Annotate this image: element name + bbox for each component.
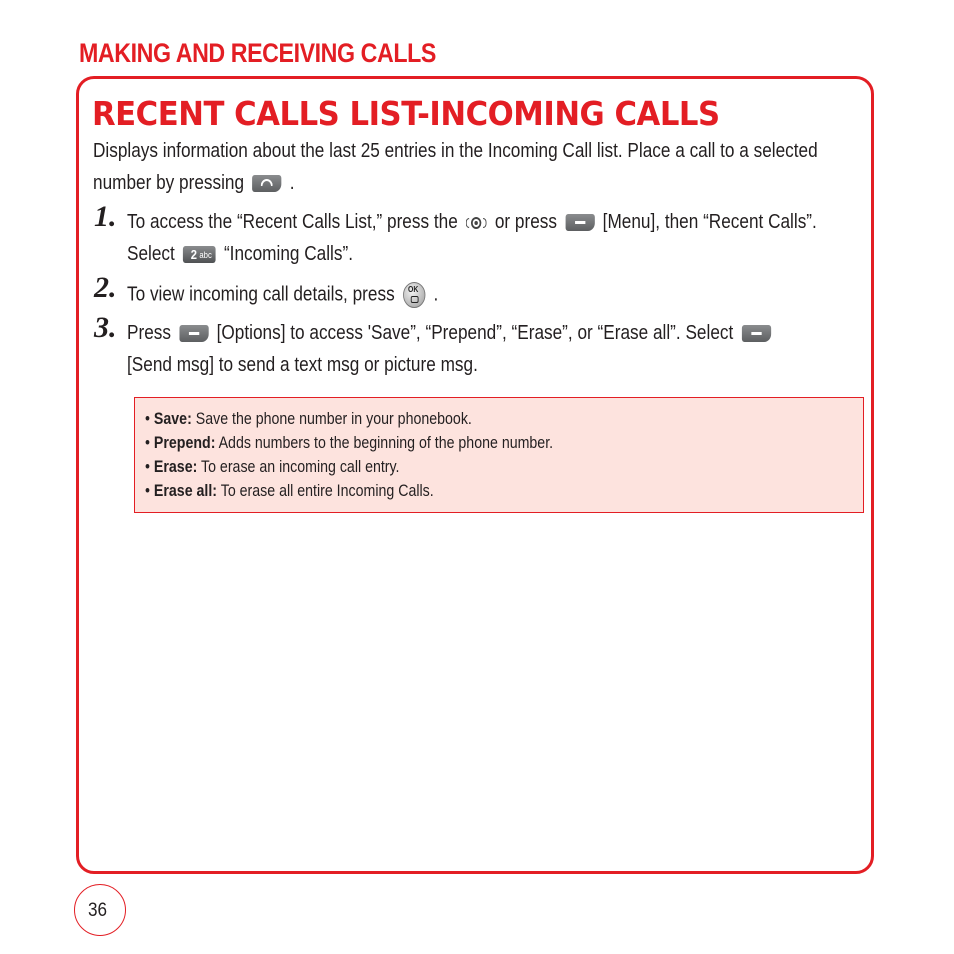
note-term: Erase all: <box>153 482 218 500</box>
page-number: 36 <box>88 900 108 921</box>
step-2-text-b: . <box>433 283 439 306</box>
note-desc: Adds numbers to the beginning of the phone number. <box>218 434 554 452</box>
section-header: MAKING AND RECEIVING CALLS <box>79 38 436 68</box>
intro-line-2 <box>93 172 295 195</box>
intro-text: number by pressing <box>93 172 245 194</box>
step-2-number: 2. <box>94 271 117 304</box>
number-2-key-icon: 2 abc <box>183 246 216 263</box>
note-item-prepend: • Prepend: Adds numbers to the beginning of the phone number. <box>145 434 554 452</box>
left-soft-key-icon <box>565 214 594 231</box>
note-term: Prepend: <box>153 434 216 452</box>
intro-period: . <box>289 172 295 194</box>
step-1-text-d: Select <box>127 243 175 265</box>
step-3-number: 3. <box>94 311 117 344</box>
ok-key-icon: OK <box>403 282 425 308</box>
step-1-line-1 <box>127 211 817 234</box>
note-term: Save: <box>153 410 192 428</box>
navigation-key-icon <box>466 215 487 231</box>
note-term: Erase: <box>153 458 198 476</box>
step-2-text-a: To view incoming call details, press <box>127 283 395 306</box>
step-1-line-2 <box>127 243 353 266</box>
step-1-text-e: “Incoming Calls”. <box>223 243 353 265</box>
left-soft-key-icon <box>741 325 770 342</box>
step-3-line-1 <box>127 322 774 345</box>
note-item-save: • Save: Save the phone number in your phonebook. <box>145 410 472 428</box>
step-1-text-a: To access the “Recent Calls List,” press the <box>127 211 458 233</box>
note-item-erase-all: • Erase all: To erase all entire Incoming Calls. <box>145 482 434 500</box>
step-1-number: 1. <box>94 200 117 233</box>
note-desc: Save the phone number in your phonebook. <box>195 410 472 428</box>
step-3-text-a: Press <box>127 322 171 344</box>
step-3-line-2: [Send msg] to send a text msg or picture msg. <box>127 354 478 376</box>
step-3-text-b: [Options] to access 'Save”, “Prepend”, “Erase”, or “Erase all”. Select <box>216 322 734 344</box>
page-title: RECENT CALLS LIST-INCOMING CALLS <box>92 94 720 133</box>
note-item-erase: • Erase: To erase an incoming call entry. <box>145 458 400 476</box>
step-2-line-1 <box>127 282 438 308</box>
left-soft-key-icon <box>179 325 208 342</box>
options-note-box <box>134 397 864 513</box>
step-1-text-c: [Menu], then “Recent Calls”. <box>602 211 817 233</box>
send-key-icon <box>252 175 281 192</box>
note-desc: To erase an incoming call entry. <box>201 458 400 476</box>
intro-line-1: Displays information about the last 25 entries in the Incoming Call list. Place a call to a selected <box>93 140 818 162</box>
step-1-text-b: or press <box>494 211 557 233</box>
note-desc: To erase all entire Incoming Calls. <box>220 482 434 500</box>
